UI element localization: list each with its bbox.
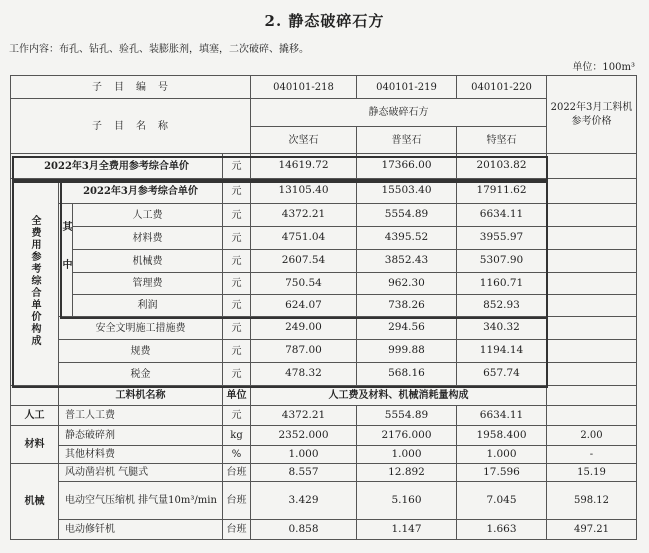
other-fee-row [11, 340, 637, 363]
resource-label: 静态破碎剂 [59, 426, 223, 446]
value-cell: 14619.72 [251, 154, 357, 179]
value-cell: 17.596 [457, 464, 547, 482]
ref-price-cell [547, 273, 637, 295]
labor-category: 人工 [11, 406, 59, 426]
composition-item-row [11, 250, 637, 273]
price-cell [547, 406, 637, 426]
ref-price-cell [547, 154, 637, 179]
item-label: 材料费 [73, 227, 223, 250]
code-cell: 040101-219 [357, 76, 457, 99]
value-cell: 0.858 [251, 520, 357, 540]
unit-cell: 台班 [223, 464, 251, 482]
machine-row [11, 482, 637, 520]
value-cell: 249.00 [251, 317, 357, 340]
header-group-row [11, 99, 637, 127]
composition-item-row [11, 273, 637, 295]
resource-label: 电动空气压缩机 排气量10m³/min [59, 482, 223, 520]
ref-price-cell [547, 340, 637, 363]
value-cell: 4372.21 [251, 204, 357, 227]
value-cell: 3955.97 [457, 227, 547, 250]
value-cell: 750.54 [251, 273, 357, 295]
value-cell: 2352.000 [251, 426, 357, 446]
unit-cell: kg [223, 426, 251, 446]
ref-price-label: 2022年3月参考综合单价 [59, 179, 223, 204]
composition-item-row [11, 204, 637, 227]
ref-price-row [11, 179, 637, 204]
group-name: 静态破碎石方 [251, 99, 547, 127]
value-cell: 294.56 [357, 317, 457, 340]
value-cell: 4751.04 [251, 227, 357, 250]
blank-cell [11, 386, 59, 406]
unit-cell: 元 [223, 406, 251, 426]
ref-price-cell [547, 363, 637, 386]
value-cell: 1.000 [457, 446, 547, 464]
resource-label: 普工人工费 [59, 406, 223, 426]
item-label: 人工费 [73, 204, 223, 227]
work-content: 工作内容：布孔、钻孔、验孔、装膨胀剂，填塞，二次破碎、撬移。 [9, 44, 309, 55]
unit-cell: 元 [223, 154, 251, 179]
ref-price-cell [547, 386, 637, 406]
value-cell: 962.30 [357, 273, 457, 295]
item-label: 管理费 [73, 273, 223, 295]
value-cell: 1194.14 [457, 340, 547, 363]
ref-price-cell [547, 227, 637, 250]
other-fee-label: 规费 [59, 340, 223, 363]
other-fee-row [11, 317, 637, 340]
consumption-header-row [11, 386, 637, 406]
consumption-unit-header: 单位 [223, 386, 251, 406]
composition-side-label [11, 179, 59, 386]
header-code-row [11, 76, 637, 99]
unit-cell: 元 [223, 227, 251, 250]
value-cell: 17366.00 [357, 154, 457, 179]
material-row [11, 426, 637, 446]
value-cell: 4395.52 [357, 227, 457, 250]
value-cell: 568.16 [357, 363, 457, 386]
value-cell: 787.00 [251, 340, 357, 363]
value-cell: 340.32 [457, 317, 547, 340]
value-cell: 6634.11 [457, 406, 547, 426]
value-cell: 20103.82 [457, 154, 547, 179]
unit-cell: 元 [223, 179, 251, 204]
value-cell: 15503.40 [357, 179, 457, 204]
value-cell: 3.429 [251, 482, 357, 520]
value-cell: 5554.89 [357, 406, 457, 426]
value-cell: 657.74 [457, 363, 547, 386]
col-header: 次坚石 [251, 127, 357, 154]
value-cell: 1160.71 [457, 273, 547, 295]
value-cell: 3852.43 [357, 250, 457, 273]
ref-price-header: 2022年3月工料机参考价格 [547, 76, 637, 154]
value-cell: 1.663 [457, 520, 547, 540]
quota-table [10, 75, 637, 540]
unit-cell: % [223, 446, 251, 464]
value-cell: 2176.000 [357, 426, 457, 446]
machine-row [11, 464, 637, 482]
value-cell: 7.045 [457, 482, 547, 520]
value-cell: 6634.11 [457, 204, 547, 227]
value-cell: 1.000 [357, 446, 457, 464]
item-label: 利润 [73, 295, 223, 317]
page-title: 2. 静态破碎石方 [264, 12, 385, 30]
composition-item-row [11, 227, 637, 250]
material-category: 材料 [11, 426, 59, 464]
unit-cell: 元 [223, 295, 251, 317]
machine-category: 机械 [11, 464, 59, 540]
consumption-name-header: 工料机名称 [59, 386, 223, 406]
unit-cell: 元 [223, 317, 251, 340]
value-cell: 5554.89 [357, 204, 457, 227]
ref-price-cell [547, 204, 637, 227]
code-cell: 040101-218 [251, 76, 357, 99]
resource-label: 其他材料费 [59, 446, 223, 464]
among-label [59, 204, 73, 317]
composition-side-text: 全费用参考综合单价构成 [29, 214, 40, 347]
price-cell: - [547, 446, 637, 464]
unit-cell: 元 [223, 363, 251, 386]
value-cell: 999.88 [357, 340, 457, 363]
composition-item-row [11, 295, 637, 317]
value-cell: 5307.90 [457, 250, 547, 273]
ref-price-cell [547, 179, 637, 204]
unit-cell: 元 [223, 340, 251, 363]
value-cell: 13105.40 [251, 179, 357, 204]
name-label: 子 目 名 称 [11, 99, 251, 154]
value-cell: 738.26 [357, 295, 457, 317]
value-cell: 478.32 [251, 363, 357, 386]
value-cell: 852.93 [457, 295, 547, 317]
consumption-group-header: 人工费及材料、机械消耗量构成 [251, 386, 547, 406]
value-cell: 624.07 [251, 295, 357, 317]
price-cell: 15.19 [547, 464, 637, 482]
price-cell: 2.00 [547, 426, 637, 446]
value-cell: 1.000 [251, 446, 357, 464]
unit-cell: 元 [223, 273, 251, 295]
code-label: 子 目 编 号 [11, 76, 251, 99]
value-cell: 2607.54 [251, 250, 357, 273]
value-cell: 8.557 [251, 464, 357, 482]
price-cell: 598.12 [547, 482, 637, 520]
among-text: 其中 [60, 220, 71, 297]
ref-price-cell [547, 295, 637, 317]
other-fee-label: 安全文明施工措施费 [59, 317, 223, 340]
col-header: 特坚石 [457, 127, 547, 154]
value-cell: 5.160 [357, 482, 457, 520]
item-label: 机械费 [73, 250, 223, 273]
code-cell: 040101-220 [457, 76, 547, 99]
material-row [11, 446, 637, 464]
machine-row [11, 520, 637, 540]
full-price-row [11, 154, 637, 179]
unit-cell: 元 [223, 250, 251, 273]
resource-label: 电动修钎机 [59, 520, 223, 540]
labor-row [11, 406, 637, 426]
other-fee-label: 税金 [59, 363, 223, 386]
unit-cell: 元 [223, 204, 251, 227]
resource-label: 风动凿岩机 气腿式 [59, 464, 223, 482]
value-cell: 17911.62 [457, 179, 547, 204]
value-cell: 12.892 [357, 464, 457, 482]
price-cell: 497.21 [547, 520, 637, 540]
col-header: 普坚石 [357, 127, 457, 154]
full-price-label: 2022年3月全费用参考综合单价 [11, 154, 223, 179]
other-fee-row [11, 363, 637, 386]
value-cell: 1.147 [357, 520, 457, 540]
unit-label: 单位：100m³ [572, 62, 635, 73]
value-cell: 1958.400 [457, 426, 547, 446]
ref-price-cell [547, 317, 637, 340]
ref-price-cell [547, 250, 637, 273]
unit-cell: 台班 [223, 482, 251, 520]
unit-cell: 台班 [223, 520, 251, 540]
value-cell: 4372.21 [251, 406, 357, 426]
